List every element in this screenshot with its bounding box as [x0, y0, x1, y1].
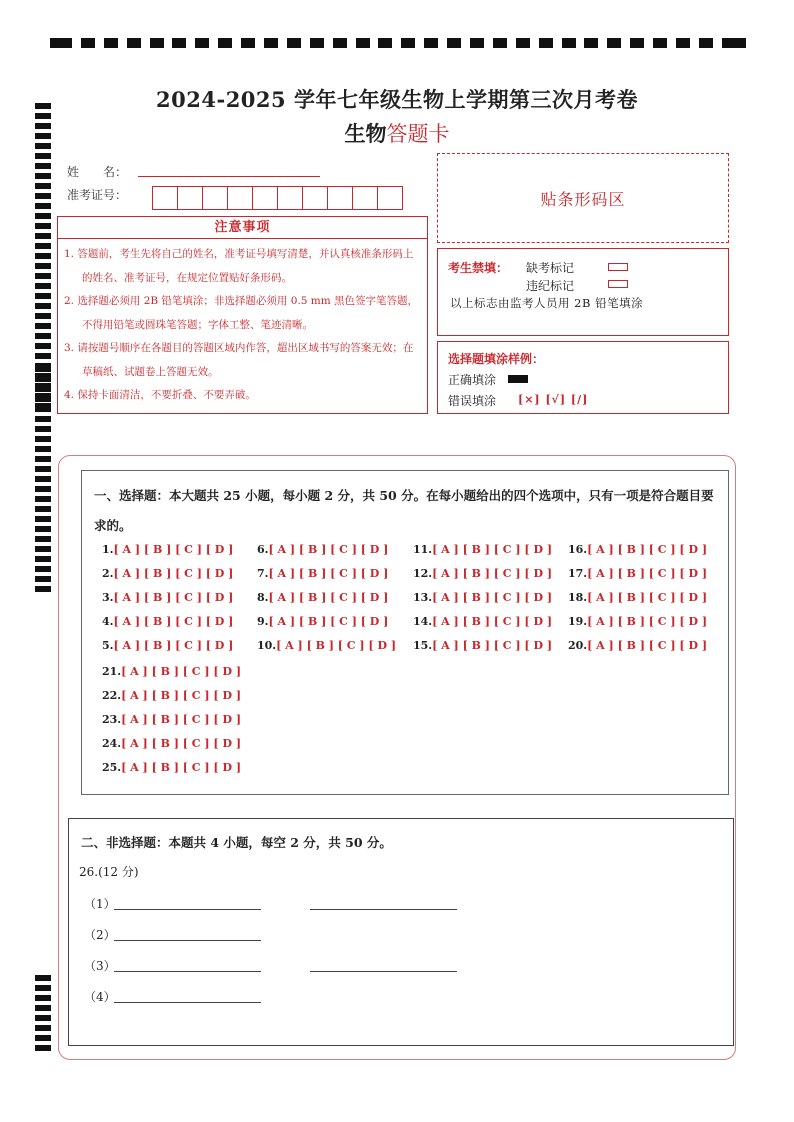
mc-question-number: 5. — [102, 639, 114, 652]
mc-question[interactable] — [413, 591, 552, 604]
mc-question[interactable] — [568, 567, 707, 580]
part-4-label: （4） — [84, 990, 116, 1004]
name-label: 姓 名： — [67, 165, 128, 179]
mc-options[interactable]: [ A ] [ B ] [ C ] [ D ] — [121, 665, 242, 678]
mc-question[interactable] — [257, 615, 388, 628]
id-digit-box[interactable] — [352, 186, 378, 210]
mc-question-number: 4. — [102, 615, 114, 628]
mc-question-number: 2. — [102, 567, 114, 580]
mc-question-number: 13. — [413, 591, 433, 604]
mc-question[interactable] — [568, 543, 707, 556]
id-digit-box[interactable] — [277, 186, 303, 210]
mc-question-number: 8. — [257, 591, 269, 604]
mc-question[interactable] — [413, 639, 552, 652]
mc-question[interactable] — [568, 639, 707, 652]
mc-question[interactable] — [102, 591, 233, 604]
proctor-marks-title: 考生禁填： — [448, 261, 509, 275]
mc-question[interactable] — [413, 543, 552, 556]
mc-options[interactable]: [ A ] [ B ] [ C ] [ D ] — [276, 639, 397, 652]
correct-fill-label: 正确填涂 — [448, 373, 497, 387]
id-digit-box[interactable] — [302, 186, 328, 210]
mc-question-number: 11. — [413, 543, 433, 556]
left-timing-marks-top — [35, 103, 51, 409]
mc-question-number: 16. — [568, 543, 588, 556]
mc-options[interactable]: [ A ] [ B ] [ C ] [ D ] — [587, 567, 708, 580]
id-digit-box[interactable] — [152, 186, 178, 210]
mc-question-number: 12. — [413, 567, 433, 580]
top-timing-marks — [50, 38, 746, 50]
notice-item: 1. 答题前，考生先将自己的姓名，准考证号填写清楚，并认真核准条形码上的姓名、准考证号，在规定位置贴好条形码。 — [64, 248, 414, 284]
mc-options[interactable]: [ A ] [ B ] [ C ] [ D ] — [432, 591, 553, 604]
mc-options[interactable]: [ A ] [ B ] [ C ] [ D ] — [432, 567, 553, 580]
mc-options[interactable]: [ A ] [ B ] [ C ] [ D ] — [121, 689, 242, 702]
mc-question[interactable] — [102, 543, 233, 556]
card-label: 答题卡 — [386, 122, 450, 146]
mc-options[interactable]: [ A ] [ B ] [ C ] [ D ] — [268, 567, 389, 580]
answer-line-1a[interactable] — [114, 895, 261, 910]
mc-options[interactable]: [ A ] [ B ] [ C ] [ D ] — [121, 737, 242, 750]
mc-question[interactable] — [257, 567, 388, 580]
mc-question[interactable] — [568, 591, 707, 604]
wrong-fill-marks: [×] [√] [/] — [518, 393, 589, 406]
mc-question-number: 3. — [102, 591, 114, 604]
id-label: 准考证号： — [67, 188, 128, 202]
violation-checkbox[interactable] — [608, 280, 628, 288]
part-3-label: （3） — [84, 959, 116, 973]
mc-question[interactable] — [413, 615, 552, 628]
mc-options[interactable]: [ A ] [ B ] [ C ] [ D ] — [587, 615, 708, 628]
proctor-note: 以上标志由监考人员用 2B 铅笔填涂 — [450, 296, 644, 310]
absent-checkbox[interactable] — [608, 263, 628, 271]
answer-line-2a[interactable] — [114, 926, 261, 941]
mc-question[interactable] — [413, 567, 552, 580]
mc-question-number: 18. — [568, 591, 588, 604]
id-digit-box[interactable] — [252, 186, 278, 210]
barcode-area — [437, 153, 729, 243]
mc-question-number: 6. — [257, 543, 269, 556]
mc-options[interactable]: [ A ] [ B ] [ C ] [ D ] — [121, 761, 242, 774]
mc-options[interactable]: [ A ] [ B ] [ C ] [ D ] — [432, 639, 553, 652]
barcode-label: 贴条形码区 — [540, 189, 626, 209]
mc-question[interactable] — [102, 713, 241, 726]
id-digit-box[interactable] — [202, 186, 228, 210]
page-subtitle — [0, 118, 794, 148]
mc-question-number: 14. — [413, 615, 433, 628]
part-1-label: （1） — [84, 897, 116, 911]
mc-options[interactable]: [ A ] [ B ] [ C ] [ D ] — [113, 591, 234, 604]
id-digit-box[interactable] — [227, 186, 253, 210]
mc-question-number: 25. — [102, 761, 122, 774]
notice-item: 2. 选择题必须用 2B 铅笔填涂；非选择题必须用 0.5 mm 黑色签字笔答题，不得用铅笔或圆珠笔答题；字体工整、笔迹清晰。 — [64, 295, 419, 331]
mc-options[interactable]: [ A ] [ B ] [ C ] [ D ] — [587, 543, 708, 556]
mc-question-number: 1. — [102, 543, 114, 556]
mc-question[interactable] — [257, 543, 388, 556]
mc-question-number: 24. — [102, 737, 122, 750]
violation-label: 违纪标记 — [526, 279, 575, 293]
mc-question[interactable] — [102, 567, 233, 580]
mc-question[interactable] — [568, 615, 707, 628]
mc-options[interactable]: [ A ] [ B ] [ C ] [ D ] — [587, 591, 708, 604]
answer-line-4a[interactable] — [114, 988, 261, 1003]
mc-question-number: 21. — [102, 665, 122, 678]
mc-question[interactable] — [102, 639, 233, 652]
mc-question-number: 17. — [568, 567, 588, 580]
name-field[interactable] — [138, 176, 320, 177]
mc-question[interactable] — [102, 665, 241, 678]
mc-question[interactable] — [102, 689, 241, 702]
part-2-label: （2） — [84, 928, 116, 942]
mc-question-number: 10. — [257, 639, 277, 652]
mc-question[interactable] — [102, 761, 241, 774]
notice-item: 3. 请按题号顺序在各题目的答题区域内作答，超出区域书写的答案无效；在草稿纸、试题卷上答题无效。 — [64, 342, 414, 378]
id-number-boxes[interactable] — [152, 186, 402, 210]
left-timing-marks-mid — [35, 366, 51, 592]
mc-options[interactable]: [ A ] [ B ] [ C ] [ D ] — [268, 543, 389, 556]
subject-label: 生物 — [344, 121, 387, 146]
answer-line-1b[interactable] — [310, 895, 457, 910]
id-digit-box[interactable] — [177, 186, 203, 210]
notice-item: 4. 保持卡面清洁，不要折叠、不要弄破。 — [64, 389, 256, 401]
section2-heading: 二、非选择题：本题共 4 小题，每空 2 分，共 50 分。 — [81, 835, 392, 850]
mc-options[interactable]: [ A ] [ B ] [ C ] [ D ] — [121, 713, 242, 726]
mc-options[interactable]: [ A ] [ B ] [ C ] [ D ] — [113, 543, 234, 556]
mc-question-number: 23. — [102, 713, 122, 726]
notice-title: 注意事项 — [57, 216, 428, 239]
mc-options[interactable]: [ A ] [ B ] [ C ] [ D ] — [432, 543, 553, 556]
proctor-marks-box — [437, 248, 729, 336]
mc-question-number: 15. — [413, 639, 433, 652]
answer-line-3b[interactable] — [310, 957, 457, 972]
absent-label: 缺考标记 — [526, 261, 575, 275]
mc-question[interactable] — [102, 615, 233, 628]
mc-options[interactable]: [ A ] [ B ] [ C ] [ D ] — [268, 591, 389, 604]
mc-options[interactable]: [ A ] [ B ] [ C ] [ D ] — [432, 615, 553, 628]
fill-sample-box — [437, 341, 729, 414]
mc-question-number: 9. — [257, 615, 269, 628]
mc-question[interactable] — [102, 737, 241, 750]
wrong-fill-label: 错误填涂 — [448, 394, 497, 408]
left-timing-marks-bottom — [35, 975, 51, 1051]
mc-options[interactable]: [ A ] [ B ] [ C ] [ D ] — [113, 615, 234, 628]
id-digit-box[interactable] — [327, 186, 353, 210]
mc-question-number: 7. — [257, 567, 269, 580]
mc-question-number: 20. — [568, 639, 588, 652]
question-26-label: 26.(12 分) — [79, 865, 139, 879]
answer-line-3a[interactable] — [114, 957, 261, 972]
mc-options[interactable]: [ A ] [ B ] [ C ] [ D ] — [113, 567, 234, 580]
id-digit-box[interactable] — [377, 186, 403, 210]
page-title: 2024-2025 学年七年级生物上学期第三次月考卷 — [156, 87, 638, 112]
mc-question[interactable] — [257, 591, 388, 604]
mc-options[interactable]: [ A ] [ B ] [ C ] [ D ] — [587, 639, 708, 652]
mc-options[interactable]: [ A ] [ B ] [ C ] [ D ] — [268, 615, 389, 628]
section1-heading: 一、选择题：本大题共 25 小题，每小题 2 分，共 50 分。在每小题给出的四个选项中，只有一项是符合题目要求的。 — [94, 488, 714, 533]
mc-question[interactable] — [257, 639, 396, 652]
mc-question-number: 19. — [568, 615, 588, 628]
correct-fill-mark — [508, 375, 528, 383]
mc-question-number: 22. — [102, 689, 122, 702]
notice-box — [57, 239, 428, 414]
mc-options[interactable]: [ A ] [ B ] [ C ] [ D ] — [113, 639, 234, 652]
sample-title: 选择题填涂样例： — [448, 352, 545, 366]
